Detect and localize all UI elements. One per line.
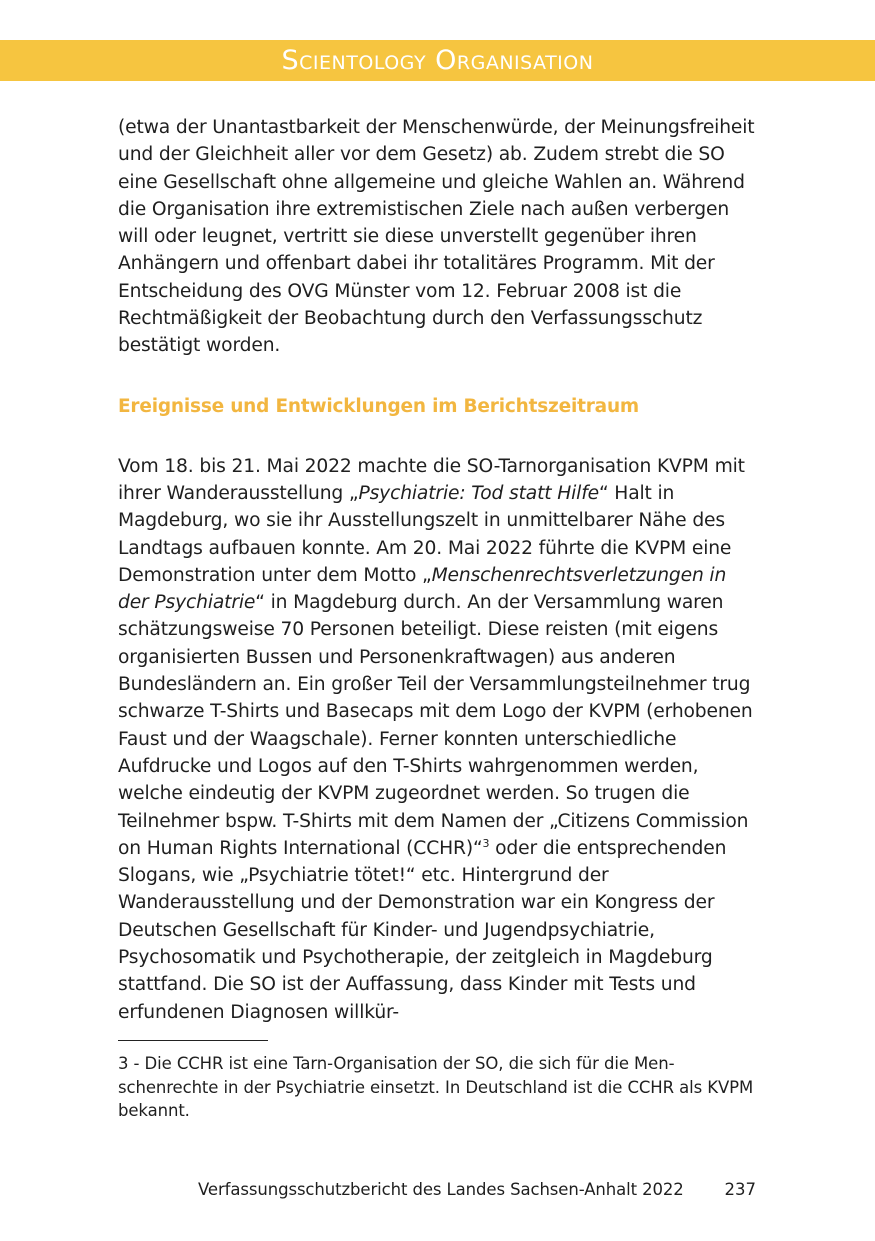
chapter-title: Scientology Organisation xyxy=(281,45,594,76)
text-segment: Vom 18. bis 21. Mai 2022 machte die SO-Tarnorganisation KVPM mit ihrer Wanderausstellung „ xyxy=(118,455,745,504)
page-number: 237 xyxy=(724,1180,756,1199)
footnote-reference[interactable]: 3 xyxy=(482,836,490,850)
paragraph-intro: (etwa der Unantastbarkeit der Menschenwürde, der Meinungsfreiheit und der Gleichheit aller vor dem Gesetz) ab. Zudem strebt die SO eine Gesellschaft ohne allgemeine und gleiche Wahlen an. Während die Organisation ihre extremistischen Ziele nach außen verbergen will oder leugnet, vertritt sie diese unverstellt gegenüber ihren Anhängern und offenbart dabei ihr totalitäres Programm. Mit der Entscheidung des OVG Münster vom 12. Februar 2008 ist die Rechtmäßigkeit der Beobachtung durch den Verfassungsschutz bestätigt worden. xyxy=(118,117,755,357)
exhibition-title: Psychiatrie: Tod statt Hilfe xyxy=(358,482,599,504)
page-footer xyxy=(118,1180,756,1206)
section-heading: Ereignisse und Entwicklungen im Berichtszeitraum xyxy=(118,395,639,417)
text-segment: “ Halt in Magdeburg, wo sie ihr Ausstellungszelt in unmittelbarer Nähe des Landtags aufbauen konnte. Am 20. Mai 2022 führte die KVPM eine Demonstration unter dem Motto „ xyxy=(118,482,732,586)
footer-publication-title: Verfassungsschutzbericht des Landes Sachsen-Anhalt 2022 xyxy=(198,1180,684,1199)
text-segment: “ in Magdeburg durch. An der Versammlung waren schätzungsweise 70 Personen beteiligt. Diese reisten (mit eigens organisierten Bussen und Personenkraftwagen) aus anderen Bundesländern an. Ein großer Teil der Versammlungsteilnehmer trug schwarze T-Shirts und Basecaps mit dem Logo der KVPM (erhobenen Faust und der Waagschale). Ferner konnten unterschiedliche Aufdrucke und Logos auf den T-Shirts wahrgenommen werden, welche eindeutig der KVPM zugeordnet werden. So trugen die Teilnehmer bspw. T-Shirts mit dem Namen der „Citizens Commission on Human Rights International (CCHR)“ xyxy=(118,592,753,859)
footnote-divider xyxy=(118,1040,268,1041)
demonstration-motto: Menschenrechtsverletzungen in der Psychiatrie xyxy=(118,564,727,614)
paragraph-events xyxy=(118,453,758,1026)
footnote-3: 3 - Die CCHR ist eine Tarn-Organisation der SO, die sich für die Menschenrechte in der Psychiatrie einsetzt. In Deutschland ist die CCHR als KVPM bekannt. xyxy=(118,1054,754,1120)
text-segment: oder die entsprechenden Slogans, wie „Psychiatrie tötet!“ etc. Hintergrund der Wanderausstellung und der Demonstration war ein Kongress der Deutschen Gesellschaft für Kinder- und Jugendpsychiatrie, Psychosomatik und Psychotherapie, der zeitgleich in Magdeburg stattfand. Die SO ist der Auffassung, dass Kinder mit Tests und erfundenen Diagnosen willkür- xyxy=(118,837,727,1023)
header-band xyxy=(0,40,875,81)
page-content xyxy=(118,114,758,1026)
